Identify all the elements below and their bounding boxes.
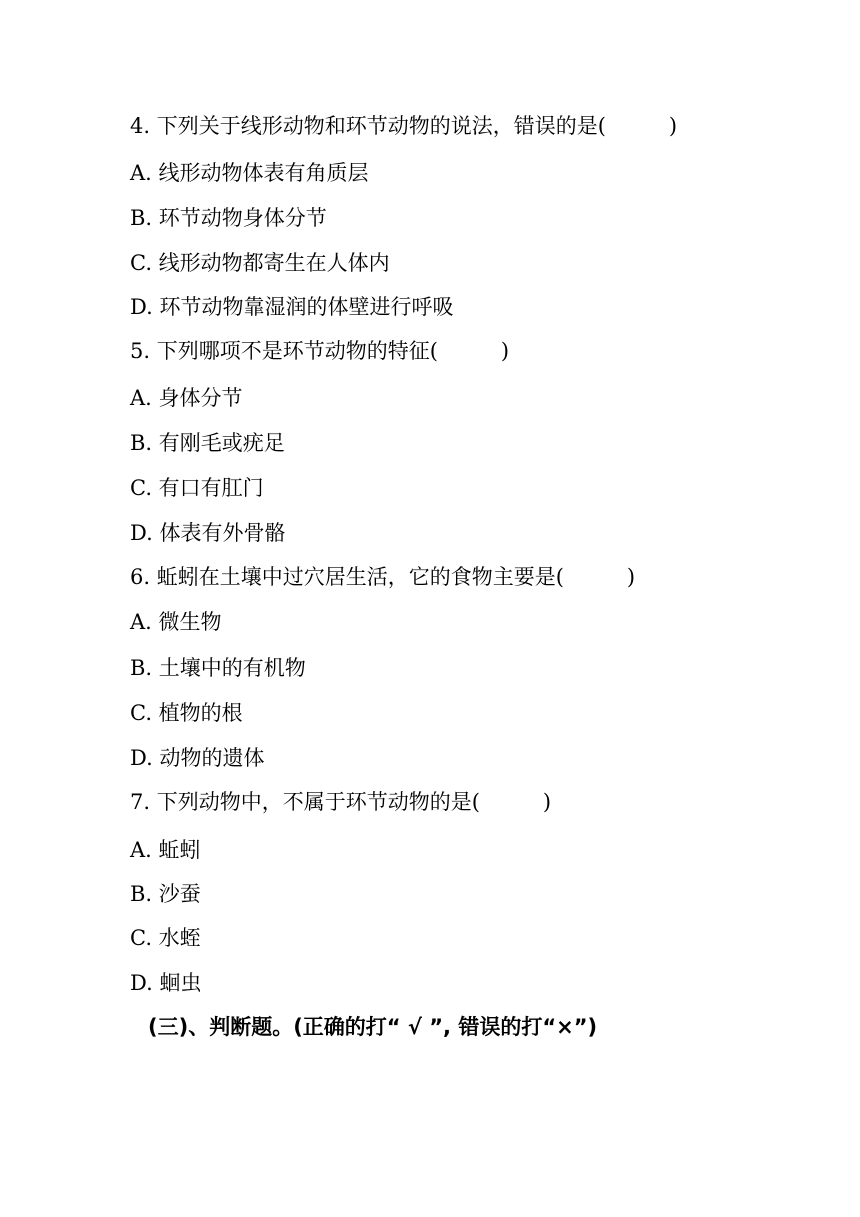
question-4-option-b: B. 环节动物身体分节 [130, 206, 327, 230]
question-4-stem: 4. 下列关于线形动物和环节动物的说法，错误的是( ) [130, 114, 678, 138]
question-5-option-b: B. 有刚毛或疣足 [130, 431, 285, 455]
question-5-option-c: C. 有口有肛门 [130, 476, 264, 500]
question-6-option-a: A. 微生物 [130, 610, 222, 634]
question-7-option-b: B. 沙蚕 [130, 882, 201, 906]
question-6-option-b: B. 土壤中的有机物 [130, 656, 306, 680]
question-6-stem: 6. 蚯蚓在土壤中过穴居生活，它的食物主要是( ) [130, 565, 636, 589]
question-5-option-a: A. 身体分节 [130, 386, 243, 410]
question-7-option-c: C. 水蛭 [130, 926, 201, 950]
question-6-option-d: D. 动物的遗体 [130, 746, 265, 770]
section-heading-true-false: (三)、判断题。(正确的打“ √ ”, 错误的打“×”) [148, 1015, 598, 1039]
question-7-stem: 7. 下列动物中，不属于环节动物的是( ) [130, 790, 552, 814]
question-5-option-d: D. 体表有外骨骼 [130, 521, 286, 545]
question-4-option-d: D. 环节动物靠湿润的体壁进行呼吸 [130, 295, 454, 319]
question-7-option-d: D. 蛔虫 [130, 971, 202, 995]
question-6-option-c: C. 植物的根 [130, 701, 243, 725]
question-7-option-a: A. 蚯蚓 [130, 838, 201, 862]
question-5-stem: 5. 下列哪项不是环节动物的特征( ) [130, 339, 510, 363]
question-4-option-c: C. 线形动物都寄生在人体内 [130, 251, 390, 275]
question-4-option-a: A. 线形动物体表有角质层 [130, 161, 369, 185]
